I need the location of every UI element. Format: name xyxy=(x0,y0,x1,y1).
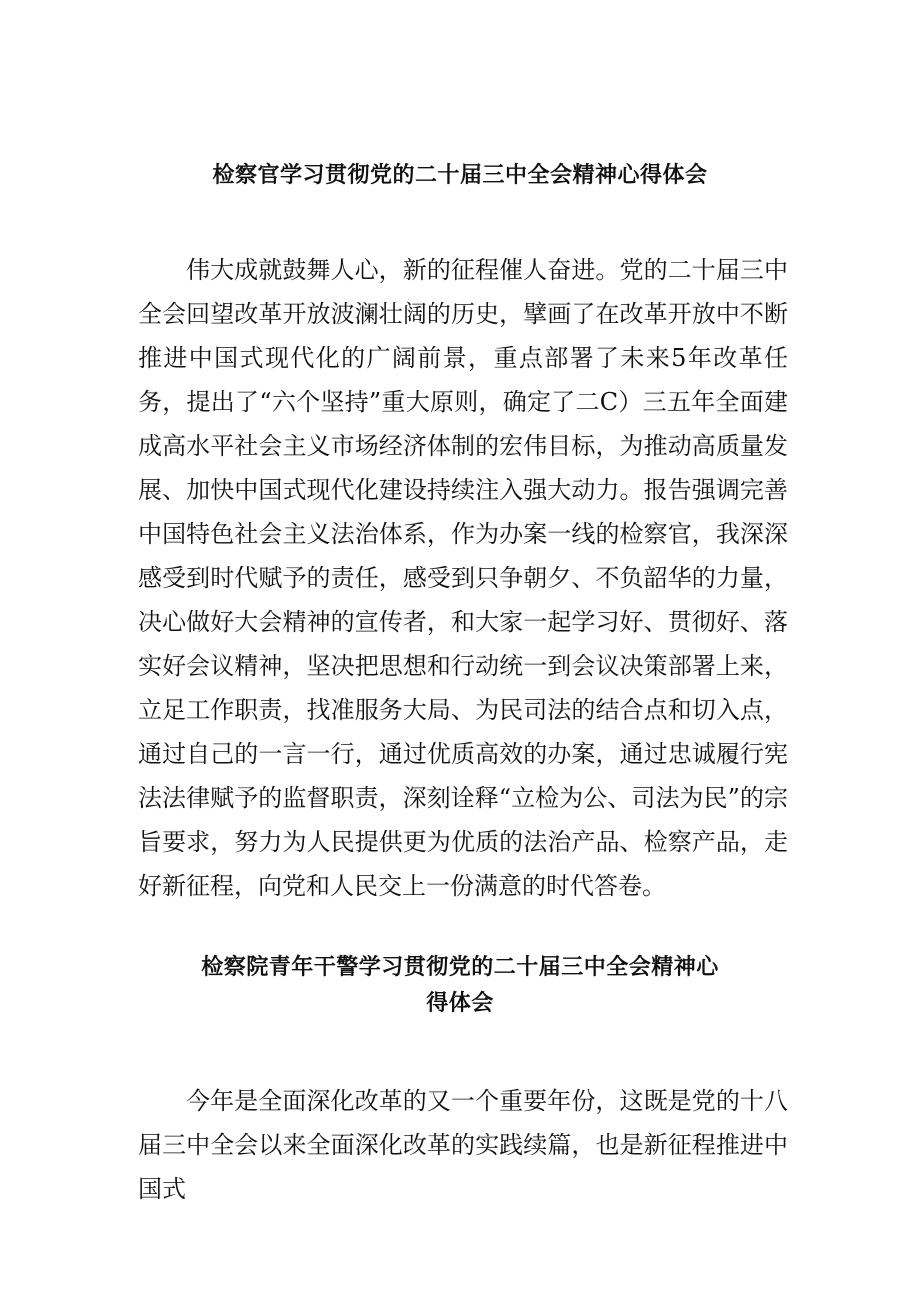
article-2-title-line-2: 得体会 xyxy=(426,991,494,1016)
article-1-paragraph: 伟大成就鼓舞人心，新的征程催人奋进。党的二十届三中全会回望改革开放波澜壮阔的历史，擘画了在改革开放中不断推进中国式现代化的广阔前景，重点部署了未来5年改革任务，提出了“六个坚持”重大原则，确定了二C）三五年全面建成高水平社会主义市场经济体制的宏伟目标，为推动高质量发展、加快中国式现代化建设持续注入强大动力。报告强调完善中国特色社会主义法治体系，作为办案一线的检察官，我深深感受到时代赋予的责任，感受到只争朝夕、不负韶华的力量，决心做好大会精神的宣传者，和大家一起学习好、贯彻好、落实好会议精神，坚决把思想和行动统一到会议决策部署上来，立足工作职责，找准服务大局、为民司法的结合点和切入点，通过自己的一言一行，通过优质高效的办案，通过忠诚履行宪法法律赋予的监督职责，深刻诠释“立检为公、司法为民”的宗旨要求，努力为人民提供更为优质的法治产品、检察产品，走好新征程，向党和人民交上一份满意的时代答卷。 xyxy=(138,256,788,900)
article-2-title xyxy=(0,950,920,1022)
article-2-title-line-1: 检察院青年干警学习贯彻党的二十届三中全会精神心 xyxy=(201,955,719,980)
article-1-title: 检察官学习贯彻党的二十届三中全会精神心得体会 xyxy=(212,163,708,188)
article-2-paragraph: 今年是全面深化改革的又一个重要年份，这既是党的十八届三中全会以来全面深化改革的实践续篇，也是新征程推进中国式 xyxy=(138,1087,788,1203)
